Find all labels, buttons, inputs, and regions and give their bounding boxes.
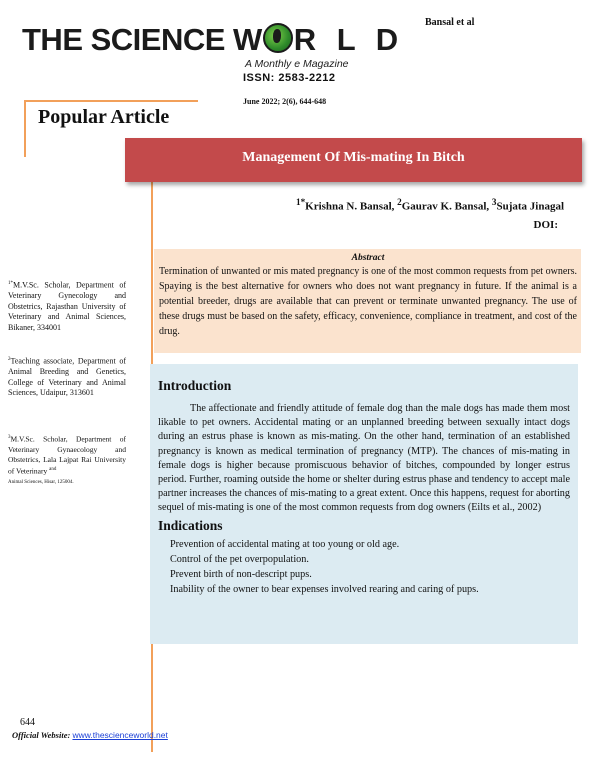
website-link[interactable]: www.thescienceworld.net xyxy=(72,730,168,740)
page-number: 644 xyxy=(20,717,35,728)
logo-text-left: THE SCIENCE W xyxy=(22,22,262,57)
introduction-box xyxy=(150,364,578,644)
website-label: Official Website: xyxy=(12,730,73,740)
affiliation-3-sup-and: and xyxy=(49,466,57,472)
list-item: Prevention of accidental mating at too young or old age. xyxy=(170,538,400,550)
abstract-text: Termination of unwanted or mis mated pregnancy is one of the most common requests from pet owners. Spaying is the best alternative for owners who does not want pregnancy in future. If the animal is a potential breeder, drugs are available that can prevent or terminate unwanted pregnancy. The use of these drugs must be based on the safety, efficacy, convenience, compliance in treatment, and cost of the drug. xyxy=(159,266,577,337)
issn-number: ISSN: 2583-2212 xyxy=(243,72,336,84)
affiliation-2 xyxy=(8,355,126,399)
running-head: Bansal et al xyxy=(425,17,475,28)
doi-label: DOI: xyxy=(533,219,558,231)
author-2-name: Gaurav K. Bansal, xyxy=(401,200,492,213)
abstract-box xyxy=(154,249,581,353)
indications-list xyxy=(158,537,570,597)
affiliation-3 xyxy=(8,433,126,486)
issue-info: June 2022; 2(6), 644-648 xyxy=(243,97,327,106)
globe-icon xyxy=(263,23,293,53)
author-2-sup: 2 xyxy=(397,197,402,207)
introduction-text: The affectionate and friendly attitude of female dog than the male dogs has made them most likable to pet owners. Accidental mating or an unplanned breeding between sexually intact dogs during an estrus phase is known as mis-mating. On the other hand, termination of an established pregnancy is known as medical termination of pregnancy (MTP). The chances of mis-mating in female dogs is higher because promiscuous behavior of bitches, compounded by longer estrus period. Further, roaming outside the home or shelter during estrus phase and tendency to accept male partner increases the chances of mis-mating to a great extent. Once this happens, request for aborting sequel of mis-mating is one of the most common requests from dog owners (Eilts et al., 2002) xyxy=(158,403,570,514)
author-1-name: Krishna N. Bansal, xyxy=(305,200,398,213)
affiliation-1-sup: 1* xyxy=(8,281,13,286)
introduction-heading: Introduction xyxy=(158,378,232,393)
author-1-sup: 1* xyxy=(295,197,306,207)
article-title: Management Of Mis-mating In Bitch xyxy=(125,138,582,182)
list-item: Control of the pet overpopulation. xyxy=(170,553,309,565)
abstract-heading: Abstract xyxy=(351,253,385,263)
affiliation-3-sup: 3 xyxy=(8,435,11,440)
logo-text-right: R L D xyxy=(293,22,405,57)
affiliation-3-small: Animal Sciences, Hisar, 125004. xyxy=(8,480,74,485)
author-3-sup: 3 xyxy=(491,197,497,207)
indications-heading: Indications xyxy=(158,517,223,533)
affiliation-3-text: M.V.Sc. Scholar, Department of Veterinary Gynaecology and Obstetrics, Lala Lajpat Rai University of Veterinary xyxy=(8,434,126,475)
list-item: Inability of the owner to bear expenses involved rearing and caring of pups. xyxy=(170,583,479,595)
list-item: Prevent birth of non-descript pups. xyxy=(170,568,312,580)
author-list xyxy=(296,197,564,213)
author-3-name: Sujata Jinagal xyxy=(496,200,564,213)
article-type-label: Popular Article xyxy=(38,106,170,128)
affiliation-1 xyxy=(8,279,126,333)
magazine-tagline: A Monthly e Magazine xyxy=(245,58,349,70)
affiliation-1-text: M.V.Sc. Scholar, Department of Veterinary Gynecology and Obstetrics, Rajasthan University of Veterinary and Animal Sciences, Bikaner, 334001 xyxy=(8,280,126,332)
affiliation-2-sup: 2 xyxy=(8,357,11,362)
website-footer xyxy=(12,730,168,740)
affiliation-2-text: Teaching associate, Department of Animal Breeding and Genetics, College of Veterinary and Animal Sciences, Udaipur, 313601 xyxy=(8,356,126,398)
magazine-logo xyxy=(22,22,404,62)
